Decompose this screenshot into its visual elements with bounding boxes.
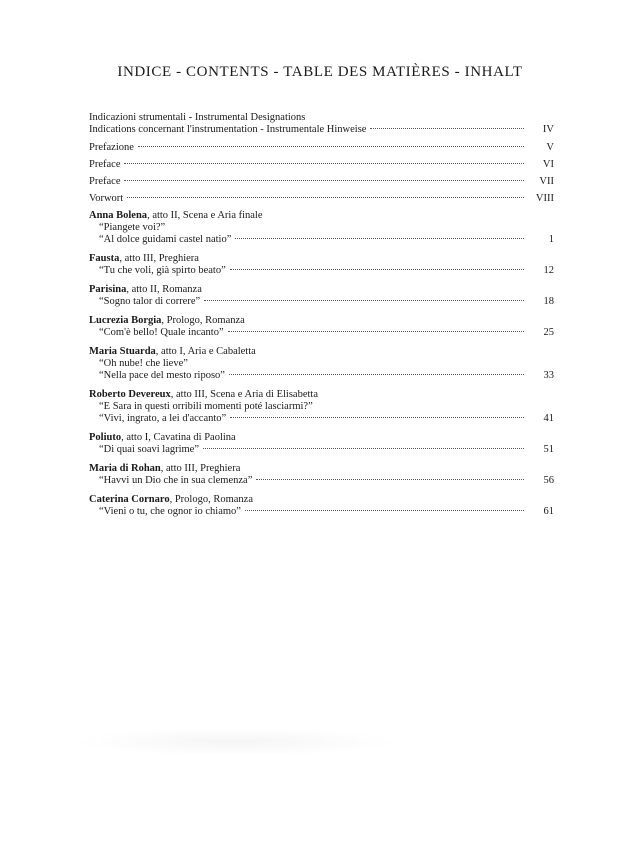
toc-prefazione bbox=[89, 142, 552, 154]
toc-page-number: 12 bbox=[543, 265, 554, 276]
toc-page-number: 41 bbox=[543, 413, 554, 424]
opera-title: Poliuto bbox=[89, 432, 122, 443]
dot-leader bbox=[230, 417, 524, 418]
toc-entry-anna-bolena bbox=[89, 210, 552, 246]
opera-title: Roberto Devereux bbox=[89, 389, 171, 400]
toc-entry-text: Preface bbox=[89, 159, 121, 170]
toc-entry-caterina-cornaro bbox=[89, 494, 552, 518]
toc-entry-text: Indicazioni strumentali - Instrumental Designations bbox=[89, 112, 306, 123]
toc-preface-1 bbox=[89, 159, 552, 171]
opera-title: Anna Bolena bbox=[89, 210, 148, 221]
toc-page-number: 25 bbox=[543, 327, 554, 338]
opera-title: Parisina bbox=[89, 284, 127, 295]
toc-entry-text: Vorwort bbox=[89, 193, 124, 204]
table-of-contents bbox=[89, 112, 552, 518]
dot-leader bbox=[127, 197, 524, 198]
dot-leader bbox=[370, 128, 524, 129]
toc-entry-text: Prefazione bbox=[89, 142, 134, 153]
toc-page-number: 33 bbox=[543, 370, 554, 381]
dot-leader bbox=[228, 331, 524, 332]
page-title: INDICE - CONTENTS - TABLE DES MATIÈRES - INHALT bbox=[117, 64, 523, 80]
aria-title: “Piangete voi?” bbox=[99, 222, 166, 233]
toc-entry-maria-di-rohan bbox=[89, 463, 552, 487]
toc-entry-parisina bbox=[89, 284, 552, 308]
dot-leader bbox=[204, 300, 524, 301]
opera-title: Fausta bbox=[89, 253, 120, 264]
dot-leader bbox=[138, 146, 524, 147]
opera-description: , atto III, Preghiera bbox=[119, 253, 199, 264]
opera-description: , atto I, Cavatina di Paolina bbox=[121, 432, 236, 443]
toc-vorwort bbox=[89, 193, 552, 205]
aria-title: “Al dolce guidami castel natio” bbox=[99, 234, 232, 245]
opera-description: , atto III, Scena e Aria di Elisabetta bbox=[170, 389, 318, 400]
aria-title: “Nella pace del mesto riposo” bbox=[99, 370, 225, 381]
opera-description: , atto I, Aria e Cabaletta bbox=[155, 346, 256, 357]
aria-title: “Vieni o tu, che ognor io chiamo” bbox=[99, 506, 241, 517]
opera-title: Caterina Cornaro bbox=[89, 494, 170, 505]
aria-title: “Havvi un Dio che in sua clemenza” bbox=[99, 475, 253, 486]
toc-entry-text: Indications concernant l'instrumentation - Instrumentale Hinweise bbox=[89, 124, 367, 135]
dot-leader bbox=[230, 269, 524, 270]
aria-title: “Di quai soavi lagrime” bbox=[99, 444, 200, 455]
toc-page-number: 61 bbox=[543, 506, 554, 517]
opera-description: , atto II, Romanza bbox=[126, 284, 202, 295]
toc-entry-maria-stuarda bbox=[89, 346, 552, 382]
toc-preface-2 bbox=[89, 176, 552, 188]
dot-leader bbox=[203, 448, 524, 449]
aria-title: “Sogno talor di correre” bbox=[99, 296, 201, 307]
toc-page-number: V bbox=[546, 142, 554, 153]
aria-title: “Com'è bello! Quale incanto” bbox=[99, 327, 224, 338]
toc-page-number: 56 bbox=[543, 475, 554, 486]
opera-title: Lucrezia Borgia bbox=[89, 315, 162, 326]
toc-entry-poliuto bbox=[89, 432, 552, 456]
toc-page-number: 1 bbox=[548, 234, 554, 245]
toc-page-number: 18 bbox=[543, 296, 554, 307]
toc-entry-text: Preface bbox=[89, 176, 121, 187]
dot-leader bbox=[124, 163, 524, 164]
opera-description: , Prologo, Romanza bbox=[169, 494, 253, 505]
opera-title: Maria di Rohan bbox=[89, 463, 161, 474]
toc-entry-fausta bbox=[89, 253, 552, 277]
toc-page-number: VI bbox=[542, 159, 554, 170]
dot-leader bbox=[124, 180, 524, 181]
dot-leader bbox=[229, 374, 524, 375]
toc-instrumental-designations bbox=[89, 112, 552, 136]
opera-description: , atto III, Preghiera bbox=[160, 463, 241, 474]
aria-title: “Tu che voli, già spirto beato” bbox=[99, 265, 226, 276]
opera-description: , atto II, Scena e Aria finale bbox=[147, 210, 263, 221]
dot-leader bbox=[256, 479, 524, 480]
opera-title: Maria Stuarda bbox=[89, 346, 156, 357]
toc-page-number: VII bbox=[539, 176, 554, 187]
toc-page-number: VIII bbox=[535, 193, 554, 204]
aria-title: “Vivi, ingrato, a lei d'accanto” bbox=[99, 413, 227, 424]
aria-title: “Oh nube! che lieve” bbox=[99, 358, 188, 369]
dot-leader bbox=[245, 510, 524, 511]
toc-page-number: 51 bbox=[543, 444, 554, 455]
dot-leader bbox=[235, 238, 524, 239]
opera-description: , Prologo, Romanza bbox=[161, 315, 245, 326]
toc-entry-lucrezia-borgia bbox=[89, 315, 552, 339]
toc-page-number: IV bbox=[542, 124, 554, 135]
paper-smudge bbox=[70, 728, 400, 756]
aria-title: “E Sara in questi orribili momenti poté lasciarmi?” bbox=[99, 401, 313, 412]
toc-entry-roberto-devereux bbox=[89, 389, 552, 425]
